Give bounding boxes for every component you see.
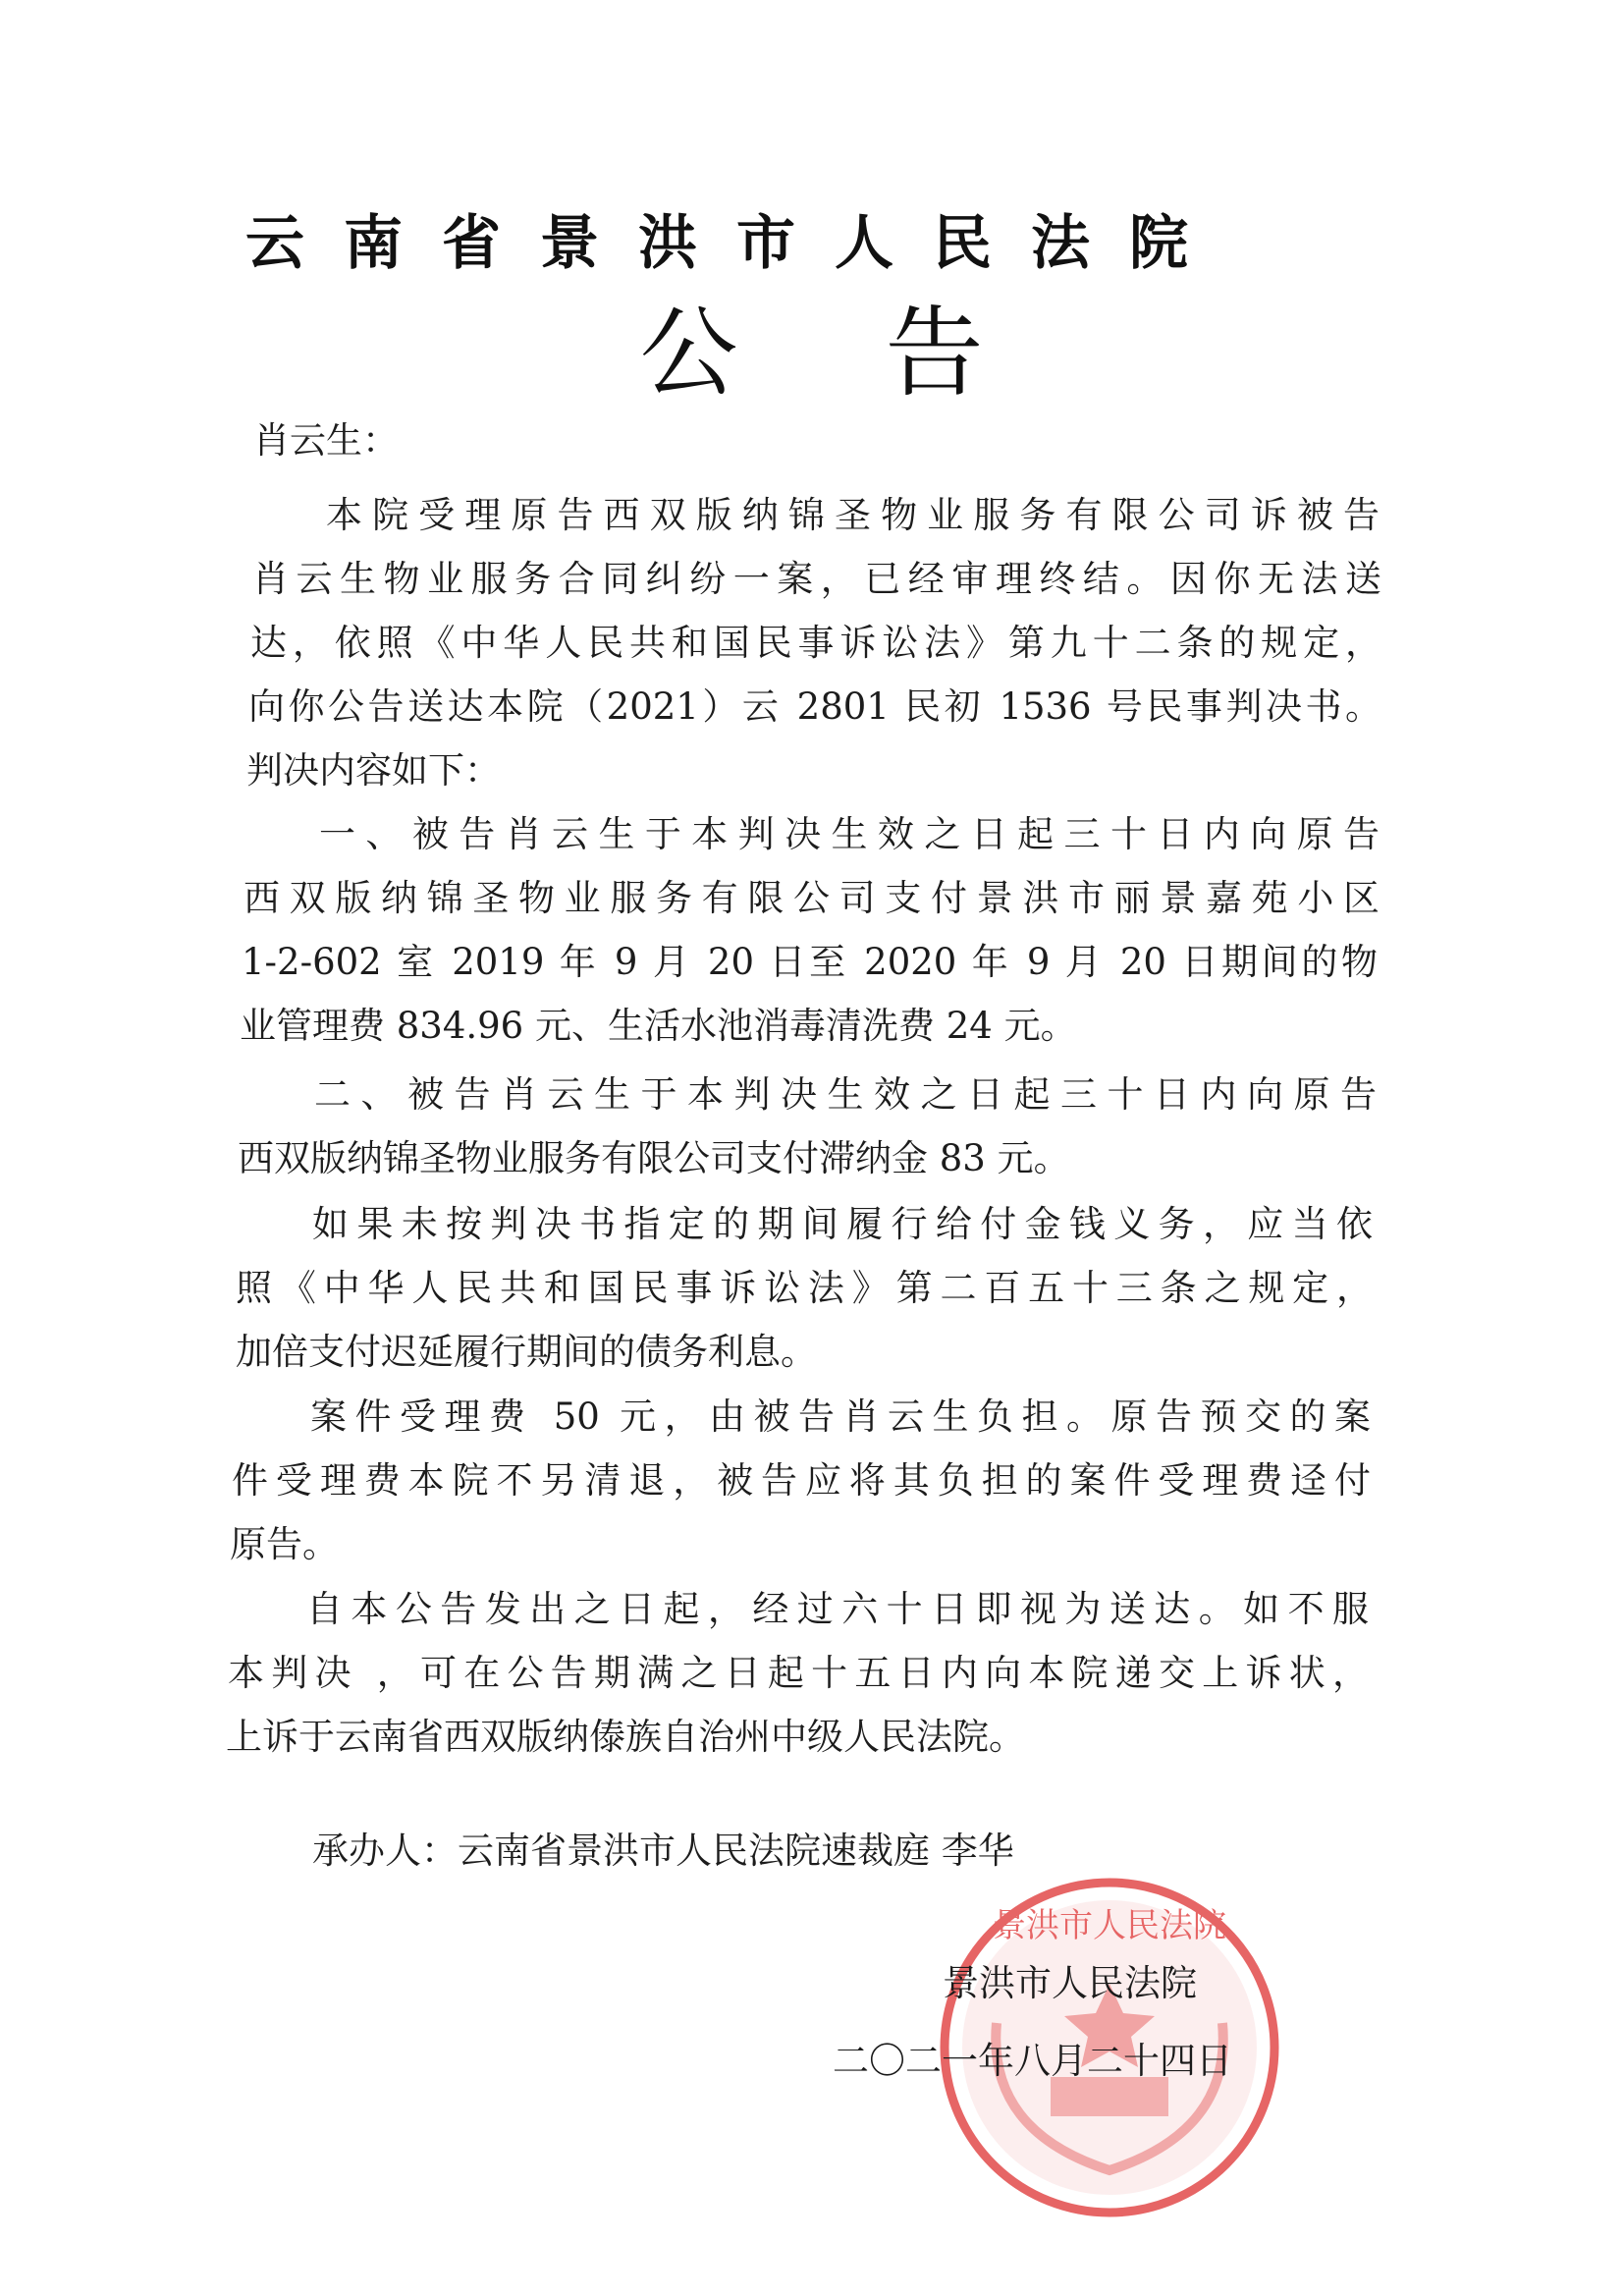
body-line: 自本公告发出之日起，经过六十日即视为送达。如不服 bbox=[306, 1588, 1369, 1630]
court-name-heading: 云南省景洪市人民法院 bbox=[245, 209, 1227, 278]
body-line: 本判决 ，可在公告期满之日起十五日内向本院递交上诉状， bbox=[228, 1652, 1369, 1694]
body-line: 原告。 bbox=[230, 1523, 339, 1565]
notice-title: 公告 bbox=[639, 296, 1131, 410]
body-line: 达，依照《中华人民共和国民事诉讼法》第九十二条的规定， bbox=[250, 622, 1381, 664]
judgment-item-1: 一、被告肖云生于本判决生效之日起三十日内向原告 bbox=[319, 813, 1380, 855]
body-line: 业管理费 834.96 元、生活水池消毒清洗费 24 元。 bbox=[240, 1005, 1077, 1047]
body-line: 肖云生物业服务合同纠纷一案，已经审理终结。因你无法送 bbox=[252, 558, 1381, 600]
body-line: 如果未按判决书指定的期间履行给付金钱义务，应当依 bbox=[312, 1203, 1373, 1245]
body-line: 案件受理费 50 元，由被告肖云生负担。原告预交的案 bbox=[310, 1395, 1371, 1438]
body-line: 向你公告送达本院（2021）云 2801 民初 1536 号民事判决书。 bbox=[248, 685, 1381, 728]
body-line: 件受理费本院不另清退，被告应将其负担的案件受理费迳付 bbox=[232, 1459, 1371, 1502]
body-line: 西双版纳锦圣物业服务有限公司支付景洪市丽景嘉苑小区 bbox=[243, 877, 1380, 919]
body-line: 上诉于云南省西双版纳傣族自治州中级人民法院。 bbox=[226, 1716, 1025, 1758]
body-line: 本院受理原告西双版纳锦圣物业服务有限公司诉被告 bbox=[326, 494, 1380, 536]
body-line: 照《中华人民共和国民事诉讼法》第二百五十三条之规定， bbox=[236, 1267, 1373, 1309]
body-line: 加倍支付迟延履行期间的债务利息。 bbox=[236, 1331, 817, 1373]
seal-text: 景洪市人民法院 bbox=[993, 1906, 1226, 1945]
body-line: 判决内容如下： bbox=[246, 749, 501, 792]
judgment-item-2: 二、被告肖云生于本判决生效之日起三十日内向原告 bbox=[314, 1073, 1377, 1116]
body-line: 1-2-602 室 2019 年 9 月 20 日至 2020 年 9 月 20 日期间的物 bbox=[242, 941, 1378, 983]
notice-date: 二〇二一年八月二十四日 bbox=[833, 2040, 1232, 2082]
addressee: 肖云生： bbox=[253, 419, 399, 462]
body-line: 西双版纳锦圣物业服务有限公司支付滞纳金 83 元。 bbox=[238, 1137, 1070, 1179]
court-signature: 景洪市人民法院 bbox=[943, 1962, 1197, 2004]
case-handler: 承办人：云南省景洪市人民法院速裁庭 李华 bbox=[312, 1830, 1014, 1872]
